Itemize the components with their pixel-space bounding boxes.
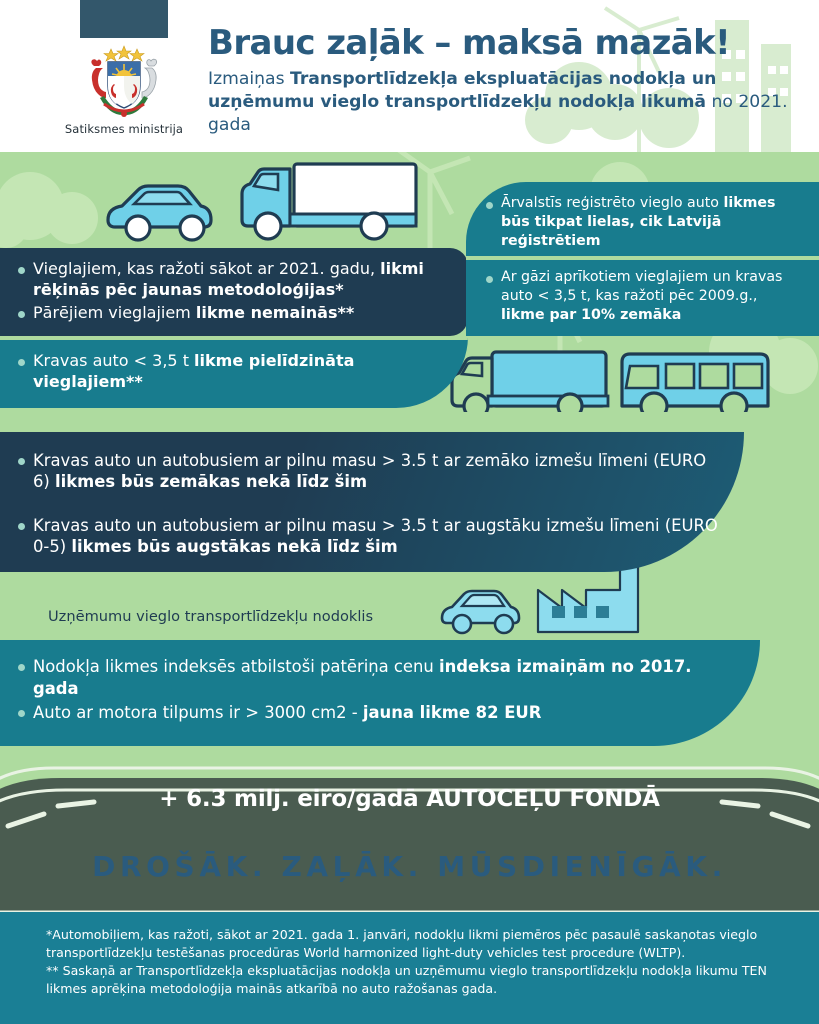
bullet-bold: likme pielīdzināta vieglajiem**: [33, 351, 355, 391]
panelC-bullets: [484, 194, 805, 251]
bullet-text: Vieglajiem, kas ražoti sākot ar 2021. gadu,: [33, 259, 381, 278]
road-svg: [0, 762, 819, 912]
header-text-block: [208, 24, 798, 137]
bullet-text: Auto ar motora tilpums ir > 3000 cm2 -: [33, 702, 363, 722]
bullet-bold: likmes būs zemākas nekā līdz šim: [55, 472, 368, 492]
panelE-bullets: [16, 450, 724, 558]
arvalstis-registreto-panel: [466, 182, 819, 256]
euro-limeni-panel: [0, 432, 744, 572]
bullet-bold: jauna likme 82 EUR: [362, 702, 542, 722]
bullet-text: Pārējiem vieglajiem: [33, 302, 196, 322]
subtitle-suffix: no 2021. gada: [208, 92, 788, 136]
ministry-name: Satiksmes ministrija: [64, 122, 184, 136]
subtitle-prefix: Izmaiņas: [208, 69, 290, 90]
vieglie-auto-panel: [0, 248, 468, 336]
bullet-text: Ar gāzi aprīkotiem vieglajiem un kravas auto < 3,5 t, kas ražoti pēc 2009.g.,: [501, 269, 783, 304]
panelB-bullets: [16, 351, 454, 393]
bullet-item: [16, 259, 454, 301]
ministry-logo: [63, 0, 185, 150]
bullet-item: [484, 268, 805, 325]
bullet-text: Nodokļa likmes indeksēs atbilstoši patēriņa cenu: [33, 657, 439, 676]
bullet-bold: likme par 10% zemāka: [501, 306, 682, 323]
bullet-bold: likmes būs tikpat lielas, cik Latvijā reģistrētiem: [501, 195, 776, 249]
header: [0, 0, 819, 152]
uznemumu-label-strip: [0, 596, 470, 640]
page-title: Brauc zaļāk – maksā mazāk!: [208, 23, 731, 63]
panelA-bullets: [16, 259, 454, 323]
bullet-text: Kravas auto un autobusiem ar pilnu masu > 3.5 t ar augstāku izmešu līmeni (EURO 0-5): [33, 515, 718, 557]
footnote-1: *Automobiļiem, kas ražoti, sākot ar 2021. gada 1. janvāri, nodokļu likmi piemēros pēc pasaulē saskaņotas vieglo transportlīdzekļu testēšanas procedūras World harmonized light-duty vehicles test procedure (WLTP).: [46, 927, 758, 960]
bullet-bold: indeksa izmaiņām no 2017. gada: [33, 657, 692, 698]
bullet-item: [16, 515, 724, 558]
panelD-bullets: [484, 268, 805, 325]
panel-separator: [466, 256, 819, 260]
logo-top-bar: [80, 0, 168, 38]
bullet-bold: likmes būs augstākas nekā līdz šim: [71, 537, 398, 557]
uznemumu-label-text: Uzņēmumu vieglo transportlīdzekļu nodoklis: [48, 608, 374, 625]
bullet-item: [16, 303, 454, 324]
road-banner: [0, 762, 819, 912]
box-truck-icon: [452, 352, 608, 412]
panelF-bullets: [16, 656, 742, 723]
uznemumu-nodoklis-panel: [0, 640, 760, 746]
footnote-2: ** Saskaņā ar Transportlīdzekļa ekspluatācijas nodokļa un uzņēmumu vieglo transportlīdzekļu nodokļa likumu TEN likmes aprēķina metodoloģija mainās atkarībā no auto ražošanas gada.: [46, 962, 767, 996]
bullet-item: [16, 656, 742, 700]
gazes-auto-panel: [466, 260, 819, 336]
subtitle-bold: Transportlīdzekļa ekspluatācijas nodokļa un uzņēmumu vieglo transportlīdzekļu nodokļa likumā: [208, 69, 717, 113]
footnotes: [0, 912, 819, 1024]
kravas-auto-panel: [0, 336, 468, 408]
bullet-item: [16, 450, 724, 493]
bullet-item: [16, 351, 454, 393]
bullet-text: Ārvalstīs reģistrēto vieglo auto: [501, 195, 724, 211]
latvia-coat-of-arms-icon: [76, 42, 172, 118]
bullet-bold: likmi rēķinās pēc jaunas metodoloģijas*: [33, 259, 424, 299]
bullet-item: [16, 702, 742, 724]
slogan-text: DROŠĀK. ZAĻĀK. MŪSDIENĪGĀK.: [92, 850, 727, 883]
page-subtitle: [208, 68, 798, 137]
bullet-item: [484, 194, 805, 251]
road-banner-text: + 6.3 milj. eiro/gadā AUTOCEĻU FONDĀ: [159, 786, 660, 812]
bullet-text: Kravas auto un autobusiem ar pilnu masu > 3.5 t ar zemāko izmešu līmeni (EURO 6): [33, 451, 707, 492]
bus-icon: [622, 354, 768, 412]
bullet-text: Kravas auto < 3,5 t: [33, 351, 195, 370]
bullet-bold: likme nemainās**: [195, 302, 355, 322]
